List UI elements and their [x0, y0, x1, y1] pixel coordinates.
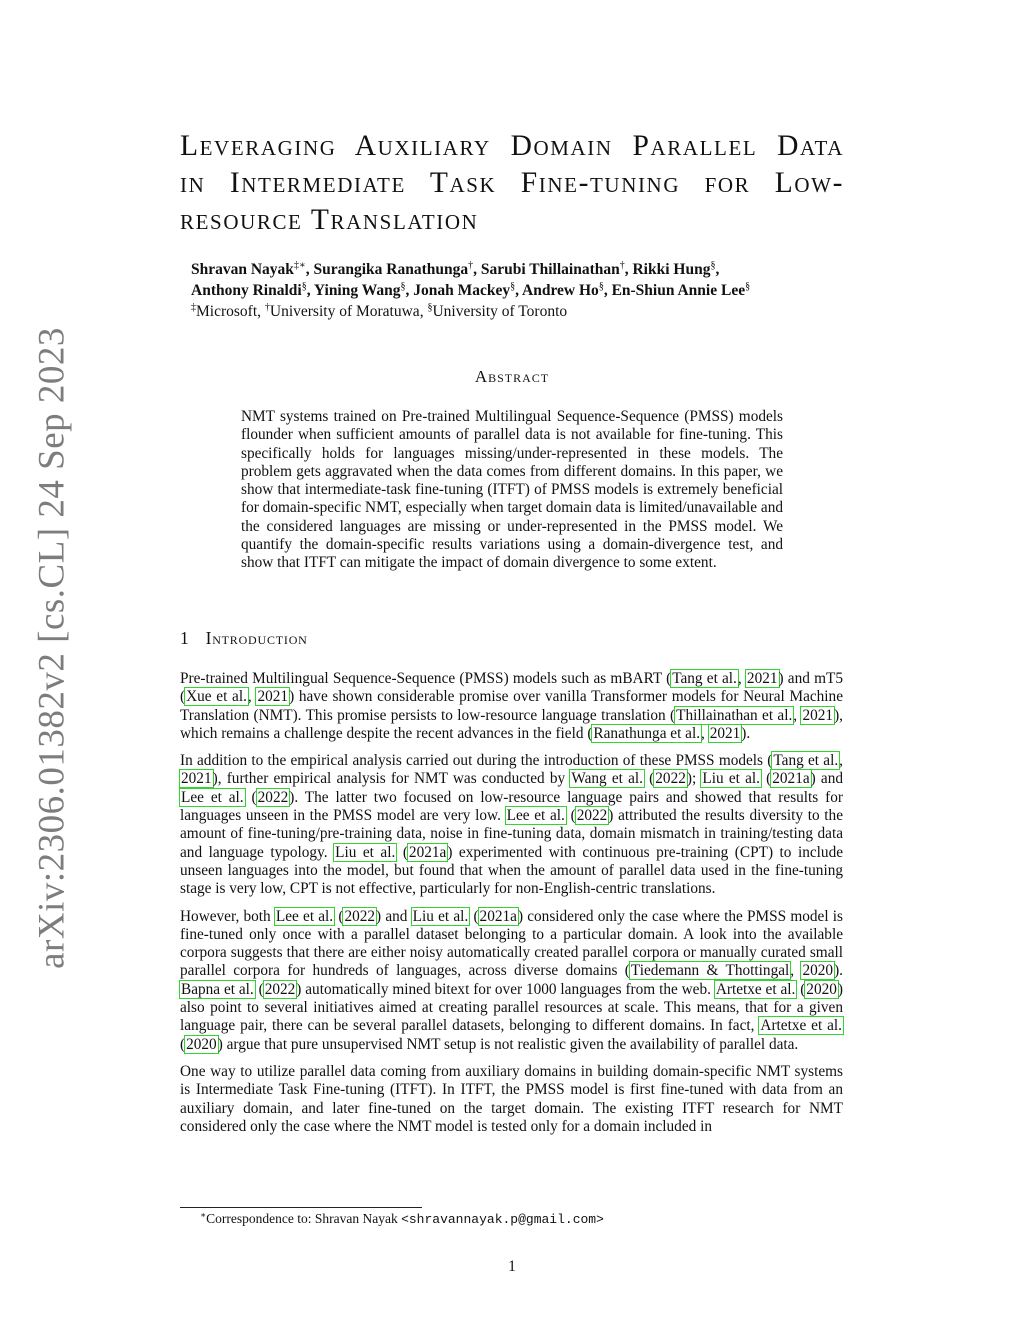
affiliation: University of Moratuwa,: [269, 303, 428, 320]
affiliation-mark: †: [264, 302, 270, 313]
citation-link[interactable]: 2022: [264, 980, 296, 998]
author-marks: ‡∗: [293, 260, 306, 271]
page-number: 1: [508, 1258, 516, 1275]
citation-link[interactable]: 2020: [806, 980, 837, 998]
footnote-mark: ∗: [200, 1210, 207, 1220]
citation-link[interactable]: Wang et al.: [571, 770, 643, 788]
affiliation: Microsoft,: [196, 303, 265, 320]
title-line-1: Leveraging Auxiliary Domain Parallel Data: [180, 130, 844, 162]
paragraph: Pre-trained Multilingual Sequence-Sequence (PMSS) models such as mBART (Tang et al., 2021) and mT5 (Xue et al., 2021) have shown considerable promise over vanilla Transformer models for Neural Machine Translation (NMT). This promise persists to low-resource language translation (Thillainathan et al., 2021), which remains a challenge despite the recent advances in the field (Ranathunga et al., 2021).: [180, 670, 843, 742]
citation-link[interactable]: Xue et al.: [186, 688, 247, 706]
footnote-text: Correspondence to: Shravan Nayak: [206, 1211, 402, 1226]
introduction-body: [180, 670, 843, 1145]
citation-link[interactable]: Lee et al.: [275, 907, 334, 925]
citation-link[interactable]: Tang et al.: [773, 752, 839, 770]
citation-link[interactable]: 2022: [257, 788, 289, 806]
citation-link[interactable]: Ranathunga et al.: [593, 724, 701, 742]
citation-link[interactable]: Tang et al.: [672, 670, 737, 687]
citation-link[interactable]: 2022: [344, 907, 376, 925]
section-number: 1: [180, 628, 190, 648]
author-marks: §: [510, 281, 516, 292]
citation-link[interactable]: 2021: [802, 706, 834, 724]
author-marks: †: [619, 260, 625, 271]
citation-link[interactable]: 2021: [746, 670, 778, 687]
paragraph: In addition to the empirical analysis carried out during the introduction of these PMSS models (Tang et al., 2021), further empirical analysis for NMT was conducted by Wang et al. (2022); Liu et al. (2021a) and Lee et al. (2022). The latter two focused on low-resource language pairs and showed that results for languages unseen in the PMSS model are very low. Lee et al. (2022) attributed the results diversity to the amount of fine-tuning/pre-training data, noise in fine-tuning data, domain mismatch in training/testing data and language typology. Liu et al. (2021a) experimented with continuous pre-training (CPT) to include unseen languages into the model, but found that when the amount of parallel data used in the fine-tuning stage is very low, CPT is not effective, particularly for non-English-centric translations.: [180, 752, 844, 898]
affiliation-mark: §: [427, 302, 433, 313]
citation-link[interactable]: 2022: [576, 807, 608, 825]
affiliations: [191, 301, 841, 322]
citation-link[interactable]: Liu et al.: [412, 907, 469, 925]
citation-link[interactable]: Tiedemann & Thottingal: [630, 962, 790, 980]
author-name: Andrew Ho: [522, 282, 599, 299]
author-name: Jonah Mackey: [413, 282, 511, 299]
citation-link[interactable]: Thillainathan et al.: [676, 706, 793, 724]
section-heading-introduction: [180, 628, 308, 649]
affiliation: University of Toronto: [432, 303, 568, 320]
author-marks: §: [710, 260, 716, 271]
citation-link[interactable]: Artetxe et al.: [715, 980, 796, 998]
title-line-2: in Intermediate Task Fine-tuning for Low-: [180, 167, 844, 199]
author-block: [191, 259, 841, 322]
citation-link[interactable]: 2020: [802, 962, 834, 980]
paragraph: However, both Lee et al. (2022) and Liu et al. (2021a) considered only the case where the PMSS model is fine-tuned only once with a parallel dataset belonging to a particular domain. A look into the available corpora suggests that there are either noisy automatically created parallel corpora or manually curated small parallel corpora for hundreds of languages, across diverse domains (Tiedemann & Thottingal, 2020). Bapna et al. (2022) automatically mined bitext for over 1000 languages from the web. Artetxe et al. (2020) also point to several initiatives aimed at creating parallel resources at scale. This means, that for a given language pair, there can be several parallel datasets, belonging to different domains. In fact, Artetxe et al. (2020) argue that pure unsupervised NMT setup is not realistic given the availability of parallel data.: [180, 907, 844, 1053]
citation-link[interactable]: 2021: [181, 770, 212, 788]
author-marks: §: [400, 281, 406, 292]
citation-link[interactable]: Bapna et al.: [181, 980, 254, 998]
citation-link[interactable]: 2020: [186, 1035, 217, 1053]
abstract-heading: Abstract: [474, 367, 550, 386]
author-name: Rikki Hung: [632, 261, 711, 278]
footnote: [200, 1210, 604, 1228]
author-marks: †: [468, 260, 474, 271]
abstract-body: NMT systems trained on Pre-trained Multilingual Sequence-Sequence (PMSS) models flounder when sufficient amounts of parallel data is not available for fine-tuning. This specifically holds for languages missing/under-represented in these models. The problem gets aggravated when the data comes from different domains. In this paper, we show that intermediate-task fine-tuning (ITFT) of PMSS models is extremely beneficial for domain-specific NMT, especially when target domain data is limited/unavailable and the considered languages are missing or under-represented in the PMSS model. We quantify the domain-specific results variations using a domain-divergence test, and show that ITFT can mitigate the impact of domain divergence to some extent.: [241, 408, 783, 572]
citation-link[interactable]: 2022: [655, 770, 686, 788]
title-line-3: resource Translation: [180, 204, 479, 236]
author-name: Anthony Rinaldi: [191, 282, 302, 299]
author-marks: §: [301, 281, 307, 292]
citation-link[interactable]: Lee et al.: [181, 788, 244, 806]
author-marks: §: [598, 281, 604, 292]
citation-link[interactable]: Lee et al.: [506, 807, 565, 825]
author-marks: §: [745, 281, 751, 292]
citation-link[interactable]: Liu et al.: [335, 843, 396, 861]
author-name: Surangika Ranathunga: [313, 261, 469, 278]
citation-link[interactable]: Liu et al.: [702, 770, 760, 788]
citation-link[interactable]: 2021a: [408, 843, 447, 861]
citation-link[interactable]: 2021a: [479, 907, 517, 925]
affiliation-mark: ‡: [191, 302, 196, 313]
paragraph: One way to utilize parallel data coming from auxiliary domains in building domain-specific NMT systems is Intermediate Task Fine-tuning (ITFT). In ITFT, the PMSS model is first fine-tuned with data from an auxiliary domain, and later fine-tuned on the target domain. The existing ITFT research for NMT considered only the case where the NMT model is tested only for a domain included in: [180, 1062, 843, 1135]
author-line-1: Shravan Nayak‡∗, Surangika Ranathunga†, Sarubi Thillainathan†, Rikki Hung§,: [191, 260, 720, 278]
arxiv-identifier: arXiv:2306.01382v2 [cs.CL] 24 Sep 2023: [31, 327, 73, 969]
paper-title: [180, 128, 844, 239]
author-line-2: Anthony Rinaldi§, Yining Wang§, Jonah Mackey§, Andrew Ho§, En-Shiun Annie Lee§: [191, 281, 751, 299]
author-name: Yining Wang: [313, 282, 401, 299]
footnote-divider: [180, 1207, 422, 1208]
citation-link[interactable]: Artetxe et al.: [760, 1017, 843, 1035]
author-name: Shravan Nayak: [191, 261, 294, 278]
section-title: Introduction: [205, 628, 308, 648]
citation-link[interactable]: 2021: [709, 724, 741, 742]
citation-link[interactable]: 2021: [257, 688, 289, 706]
citation-link[interactable]: 2021a: [772, 770, 810, 788]
footnote-email[interactable]: <shravannayak.p@gmail.com>: [401, 1212, 604, 1227]
author-name: En-Shiun Annie Lee: [611, 282, 746, 299]
author-name: Sarubi Thillainathan: [480, 261, 620, 278]
